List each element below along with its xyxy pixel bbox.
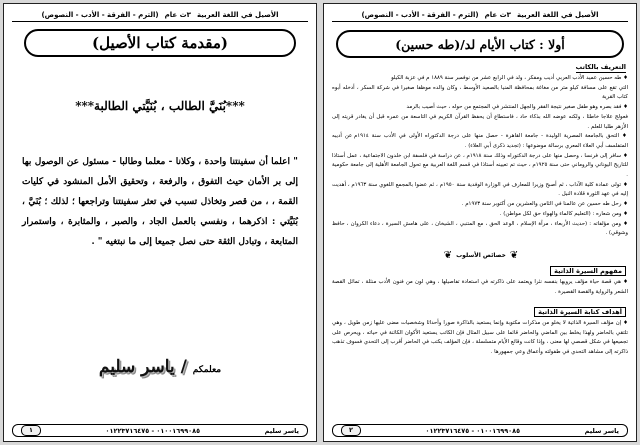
bio-line: ♦ رحل طه حسين عن عالمنا في الثامن والعشرين من أكتوبر سنة ١٩٧٣م .: [461, 201, 628, 208]
footer-author: ياسر سليم: [264, 426, 299, 435]
section-author-label: التعريف بالكاتب: [575, 63, 626, 71]
section-definition-label: مفهوم السيرة الذاتية: [550, 266, 626, 276]
page-1: [3, 3, 317, 442]
footer-phones: ٠١٠٠١٦٩٩٠٨٥ - ٠١٢٢٣٧١٦٤٧٥: [425, 426, 521, 435]
intro-body: " اعلما أن سفينتنا واحدة ، وكلانا - معلما وطالبا - مسئول عن الوصول بها إلى بر الأمان حيث التفوق ، والرفعة ، وتحقيق الأمل المنشود في كليات القمة ، ، من قصر وتخاذل تسبب في تعثر سفينتنا وتراجعها ؛ لذلك ؛ بُنَيَّ ، بُنَيَّتي : اذكرهما ، ونفسي بالعمل الجاد ، والصبر ، والمثابرة ، واستمرار المتابعة ، وتبادل الثقة حتى نصل جميعا إلى ما نبتغيه " .: [22, 157, 298, 247]
bio-line: ♦ ومن شعاره : (التعليم كالماء والهواء حق لكل مواطن) .: [499, 210, 628, 217]
page-2: [323, 3, 637, 442]
signature-name: / ياسر سليم: [98, 357, 187, 377]
ornament-divider: [429, 248, 533, 262]
bio-line: ♦ طه حسين عميد الأدب العربي أديب ومفكر ، ولد في الرابع عشر من نوفمبر سنة ١٨٨٩ م في عزبة الكيلو: [391, 75, 628, 81]
ornament-icon: ❦: [509, 249, 519, 261]
header-term: (الترم - الفرقة - الأدب - النصوص): [41, 10, 159, 19]
ornament-icon: ❦: [443, 249, 453, 261]
section-definition-text: ♦ هي قصة حياة مؤلف يرويها بنفسه نثرا ويعتمد على ذاكرته في استعادة تفاصيلها ، وهي لون من فنون الأدب منثلة ، تماثل القصة الشعر والرواية والقصة القصيرة .: [332, 279, 628, 295]
header-title: الأصيل في اللغة العربية: [516, 10, 599, 19]
footer-phones: ٠١٠٠١٦٩٩٠٨٥ - ٠١٢٢٣٧١٦٤٧٥: [105, 426, 201, 435]
intro-title: (مقدمة كتاب الأصيل): [24, 29, 296, 57]
signature-label: معلمكم: [192, 365, 222, 375]
header-term: (الترم - الفرقة - الأدب - النصوص): [361, 10, 479, 19]
bio-line: ♦ تولى عمادة كلية الآداب ، ثم أصبح وزيرا للمعارف في الوزارة الوفدية سنة ١٩٥٠م ، ثم عضوا بالمجمع اللغوي سنة ١٩٦٣م ، أهديت إليه في عهد الثورة قلادة النيل .: [332, 181, 629, 198]
page-header: [332, 8, 628, 22]
page-footer: [332, 424, 628, 437]
bio-line: ♦ سافر إلى فرنسا ، وحصل منها على درجة الدكتوراه وذلك سنة ١٩١٨م ، عن دراسة في فلسفة ابن خلدون الاجتماعية ، عمل أستاذا للتاريخ اليوناني والروماني حتى سنة ١٩٢٥م ، حيث تم تعيينه أستاذا في قسم اللغة العربية مع تحول الجامعة الأهلية إلى جامعة حكومية .: [332, 152, 628, 179]
section-goals-text: ♦ إن مؤلف السيرة الذاتية لا يخلو من مذكرات مكتوبة وإنما يستعيد بالذاكرة صورا وأحداثا وشخصيات مضى عليها زمن طويل ، وهي تلتقي بالحاضر ولهذا يخلط بين الماضي والحاضر قائما على سبيل المثال فإن الكاتب يستعيد الأكوان الكائنة في حياته ، ويحرص على تجميعها في شكل قصصي لها معنى ، وإذا كانت وقائع الأيام متسلسلة ، فإن المؤلف يكتب في الحاضر أقرب إلى التحدي فسوف تذهب ذاكرته إلى مشاهد التحدي في طفولته وأعماق وعي جمهورها .: [332, 320, 628, 355]
greeting: ***بُنَيَّ الطالب ، بُنَيَّتي الطالبة***: [75, 99, 245, 113]
signature: [34, 357, 286, 377]
header-year: ٣ث عام: [164, 10, 191, 19]
header-title: الأصيل في اللغة العربية: [196, 10, 279, 19]
page-header: [12, 8, 308, 22]
footer-author: ياسر سليم: [584, 426, 619, 435]
bio-line: التي تقع على مسافة كيلو متر من مغاغة بمحافظة المنيا بالصعيد الأوسط ، وكان والده موظفا صغيرا في شركة السكر ، أدخله أبوه كتاب القرية: [332, 84, 628, 101]
section-goals-label: أهداف كتابة السيرة الذاتية: [534, 307, 626, 317]
bio-line: فعولج علاجا خاطئا ، ولكنه عوضه الله بذكاء حاد ، فاستطاع أن يحفظ القرآن الكريم في التاسعة من عمره قبل أن يغادر قريته إلى الأزهر طلبا للعلم .: [332, 113, 628, 130]
ornament-label: خصائص الأسلوب: [456, 251, 506, 259]
author-bio: [332, 74, 628, 239]
bio-line: ♦ التحق بالجامعة المصرية الوليدة - جامعة القاهرة - حصل منها على درجة الدكتوراه الأولى في الأدب سنة ١٩١٤م عن أديبه المتفلسف أبي العلاء المعري برسالة موضوعها : (تجديد ذكرى أبي العلاء) .: [332, 133, 628, 149]
page-number: ١: [21, 425, 41, 436]
bio-line: ♦ ومن مؤلفاته : (حديث الأربعاء ، مرآة الإسلام ، الوعد الحق ، مع المتنبي ، الشيخان ، على هامش السيرة ، دعاء الكروان ، حافظ وشوقي) .: [332, 220, 628, 237]
page-footer: [12, 424, 308, 437]
lesson-title: أولا : كتاب الأيام لد/(طه حسين): [336, 30, 624, 58]
header-year: ٣ث عام: [484, 10, 511, 19]
bio-line: ♦ فقد بصره وهو طفل صغير نتيجة الفقر والجهل المنتشر في المجتمع من حوله ، حيث أصيب بالرمد: [406, 104, 628, 111]
page-number: ٢: [341, 425, 361, 436]
